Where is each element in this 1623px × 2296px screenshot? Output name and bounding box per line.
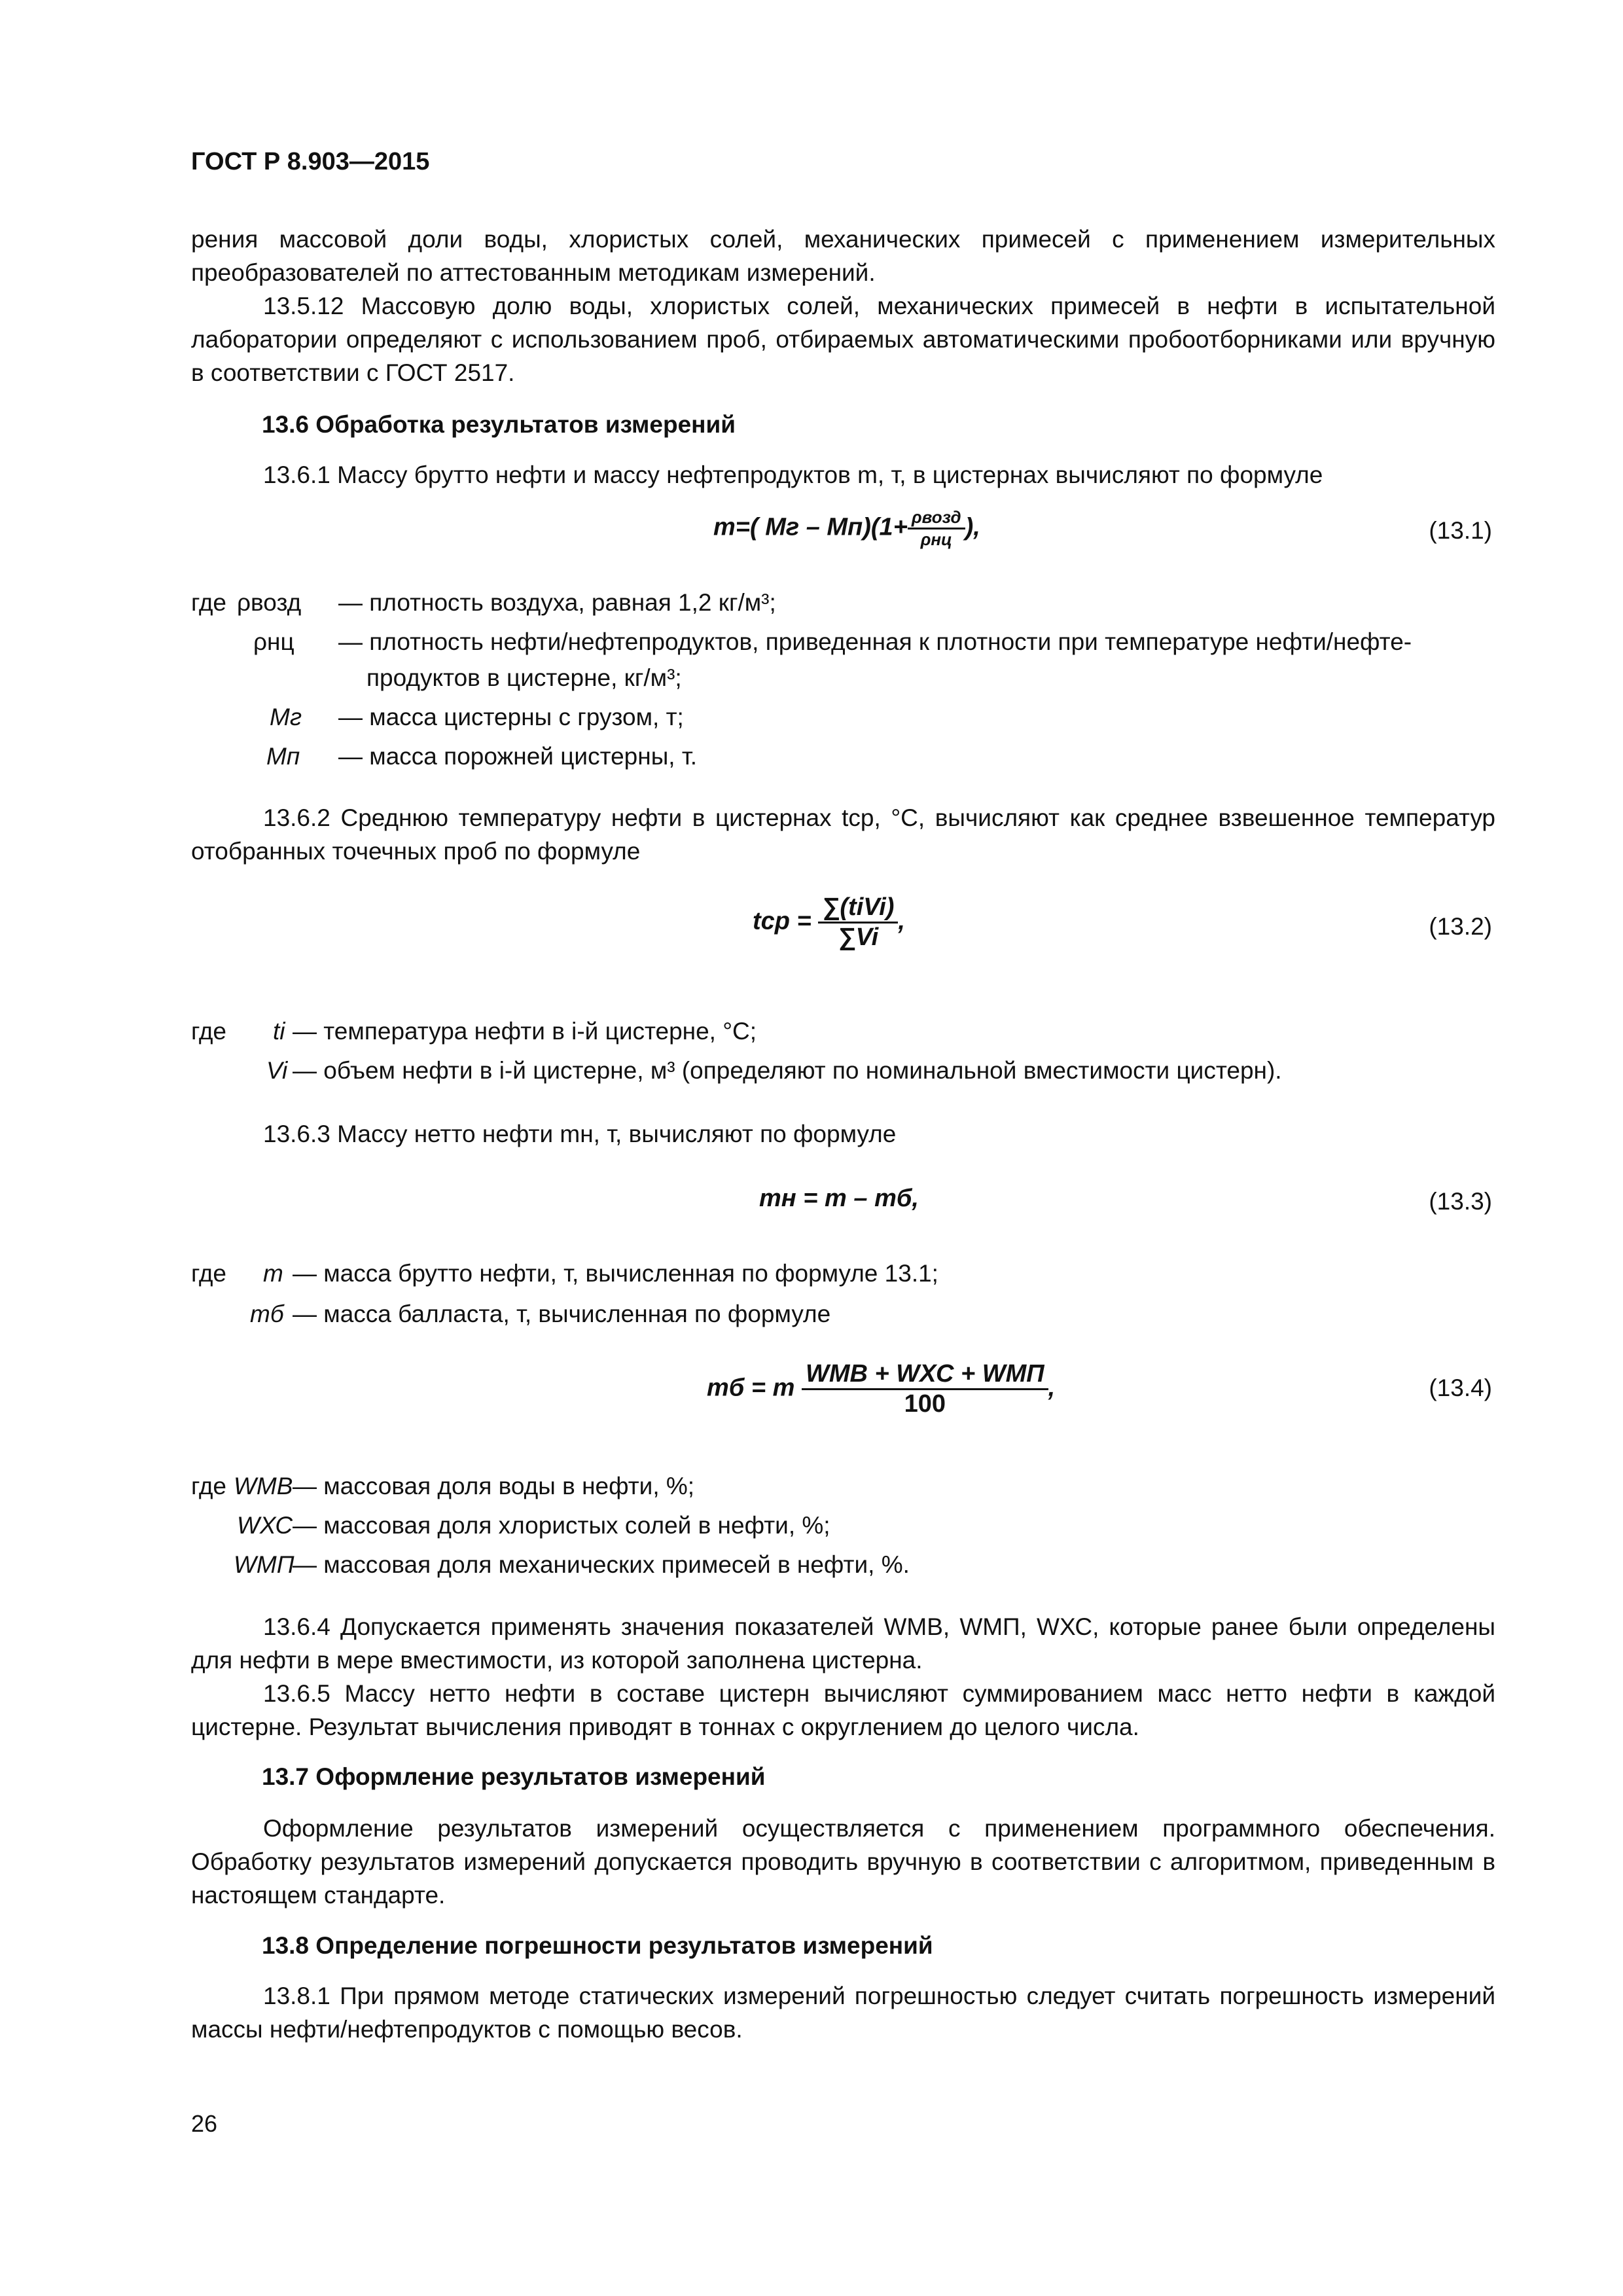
section-heading-13-6: 13.6 Обработка результатов измерений — [262, 411, 736, 438]
formula-13-2-numerator: ∑(tiVi) — [818, 893, 898, 924]
formula-13-4-end: , — [1048, 1374, 1056, 1402]
equation-number-13-3: (13.3) — [1429, 1188, 1492, 1215]
where-label: где — [191, 1473, 227, 1499]
where-symbol-wxc: WХС — [237, 1512, 293, 1539]
where-list-1-row-2-cont — [191, 661, 1495, 700]
where-definition: — плотность воздуха, равная 1,2 кг/м³; — [338, 589, 776, 616]
formula-13-4-lhs: mб = m — [707, 1374, 795, 1402]
formula-13-2-fraction — [818, 893, 898, 952]
where-symbol-wmv: WМВ — [234, 1473, 293, 1499]
where-list-1-row-3 — [191, 700, 1495, 740]
equation-number-13-4: (13.4) — [1429, 1374, 1492, 1401]
where-definition: — масса цистерны с грузом, т; — [338, 704, 684, 730]
equation-number-13-1: (13.1) — [1429, 517, 1492, 544]
section-heading-13-8: 13.8 Определение погрешности результатов измерений — [262, 1932, 933, 1959]
where-label: где — [191, 589, 227, 616]
where-symbol-rho-oil: ρнц — [253, 628, 294, 655]
where-label: где — [191, 1018, 227, 1045]
where-definition: — массовая доля хлористых солей в нефти, %; — [293, 1512, 830, 1539]
paragraph-continuation: рения массовой доли воды, хлористых солей, механических примесей с применением измерительных преобразователей по аттестованным методикам измерений. — [191, 226, 1495, 286]
where-list-4-row-3 — [191, 1548, 1495, 1587]
formula-13-1 — [713, 507, 980, 550]
where-definition-cont: продуктов в цистерне, кг/м³; — [366, 664, 682, 691]
where-symbol-ti: ti — [273, 1018, 285, 1045]
formula-13-2-end: , — [898, 907, 905, 935]
where-definition: — плотность нефти/нефтепродуктов, приведенная к плотности при температуре нефти/нефте- — [338, 628, 1412, 655]
where-definition: — массовая доля воды в нефти, %; — [293, 1473, 695, 1499]
where-definition: — объем нефти в i-й цистерне, м³ (определяют по номинальной вместимости цистерн). — [293, 1057, 1282, 1084]
where-definition: — температура нефти в i-й цистерне, °С; — [293, 1018, 757, 1045]
paragraph-13-6-5: 13.6.5 Массу нетто нефти в составе цистерн вычисляют суммированием масс нетто нефти в каждой цистерне. Результат вычисления приводят в тоннах с округлением до целого числа. — [191, 1680, 1495, 1740]
page-number: 26 — [191, 2110, 218, 2137]
paragraph-13-8-1: 13.8.1 При прямом методе статических измерений погрешностью следует считать погрешность измерений массы нефти/нефтепродуктов с помощью весов. — [191, 1982, 1495, 2043]
where-list-3-row-1 — [191, 1257, 1495, 1296]
equation-number-13-2: (13.2) — [1429, 913, 1492, 940]
where-list-1-row-1 — [191, 586, 1495, 625]
where-symbol-mb: mб — [250, 1300, 284, 1327]
where-list-4-row-1 — [191, 1469, 1495, 1509]
where-symbol-mass-empty: Mп — [266, 743, 300, 770]
paragraph-13-7: Оформление результатов измерений осуществляется с применением программного обеспечения. Обработку результатов измерений допускается проводить вручную в соответствии с алгоритмом, приведенным в настоящем стандарте. — [191, 1815, 1495, 1909]
formula-13-4 — [707, 1360, 1055, 1418]
document-header: ГОСТ Р 8.903—2015 — [191, 148, 430, 175]
where-list-4-row-2 — [191, 1509, 1495, 1548]
where-list-2-row-1 — [191, 1014, 1495, 1054]
formula-13-4-fraction — [802, 1360, 1048, 1418]
where-symbol-mass-loaded: Mг — [270, 704, 302, 730]
formula-13-1-end: ), — [965, 513, 980, 541]
section-heading-13-7: 13.7 Оформление результатов измерений — [262, 1763, 766, 1790]
formula-13-2 — [753, 893, 905, 952]
formula-13-1-numerator: ρвозд — [908, 507, 965, 529]
where-definition: — масса порожней цистерны, т. — [338, 743, 697, 770]
where-list-2-row-2 — [191, 1054, 1495, 1093]
formula-13-1-mid: ( Mг – Mп)(1+ — [749, 513, 908, 541]
formula-13-2-denominator: ∑Vi — [838, 924, 879, 951]
formula-13-4-denominator: 100 — [904, 1390, 946, 1418]
where-definition: — масса балласта, т, вычисленная по формуле — [293, 1300, 831, 1327]
formula-13-2-lhs: tср = — [753, 907, 812, 935]
formula-13-4-numerator: WМВ + WХС + WМП — [802, 1360, 1048, 1390]
where-symbol-rho-air: ρвозд — [237, 589, 302, 616]
paragraph-13-6-1: 13.6.1 Массу брутто нефти и массу нефтепродуктов m, т, в цистернах вычисляют по формуле — [263, 461, 1323, 488]
formula-13-1-lhs: m= — [713, 513, 750, 541]
formula-13-1-denominator: ρнц — [920, 529, 952, 549]
where-symbol-m: m — [263, 1260, 283, 1287]
where-list-3-row-2 — [191, 1297, 1495, 1336]
where-definition: — массовая доля механических примесей в нефти, %. — [293, 1551, 910, 1578]
paragraph-13-5-12: 13.5.12 Массовую долю воды, хлористых солей, механических примесей в нефти в испытательной лаборатории определяют с использованием проб, отбираемых автоматическими пробоотборниками или вручную в соответствии с ГОСТ 2517. — [191, 293, 1495, 386]
where-list-1-row-4 — [191, 740, 1495, 779]
where-symbol-wmp: WМП — [234, 1551, 294, 1578]
where-label: где — [191, 1260, 227, 1287]
paragraph-13-6-4: 13.6.4 Допускается применять значения показателей WМВ, WМП, WХС, которые ранее были определены для нефти в мере вместимости, из которой заполнена цистерна. — [191, 1613, 1495, 1674]
paragraph-13-6-3: 13.6.3 Массу нетто нефти mн, т, вычисляют по формуле — [263, 1121, 897, 1147]
paragraph-13-6-2: 13.6.2 Среднюю температуру нефти в цистернах tср, °С, вычисляют как среднее взвешенное температур отобранных точечных проб по формуле — [191, 804, 1495, 865]
where-list-1-row-2 — [191, 625, 1495, 664]
where-definition: — масса брутто нефти, т, вычисленная по формуле 13.1; — [293, 1260, 938, 1287]
formula-13-1-fraction — [908, 507, 965, 550]
where-symbol-vi: Vi — [266, 1057, 288, 1084]
formula-13-3: mн = m – mб, — [759, 1185, 919, 1212]
